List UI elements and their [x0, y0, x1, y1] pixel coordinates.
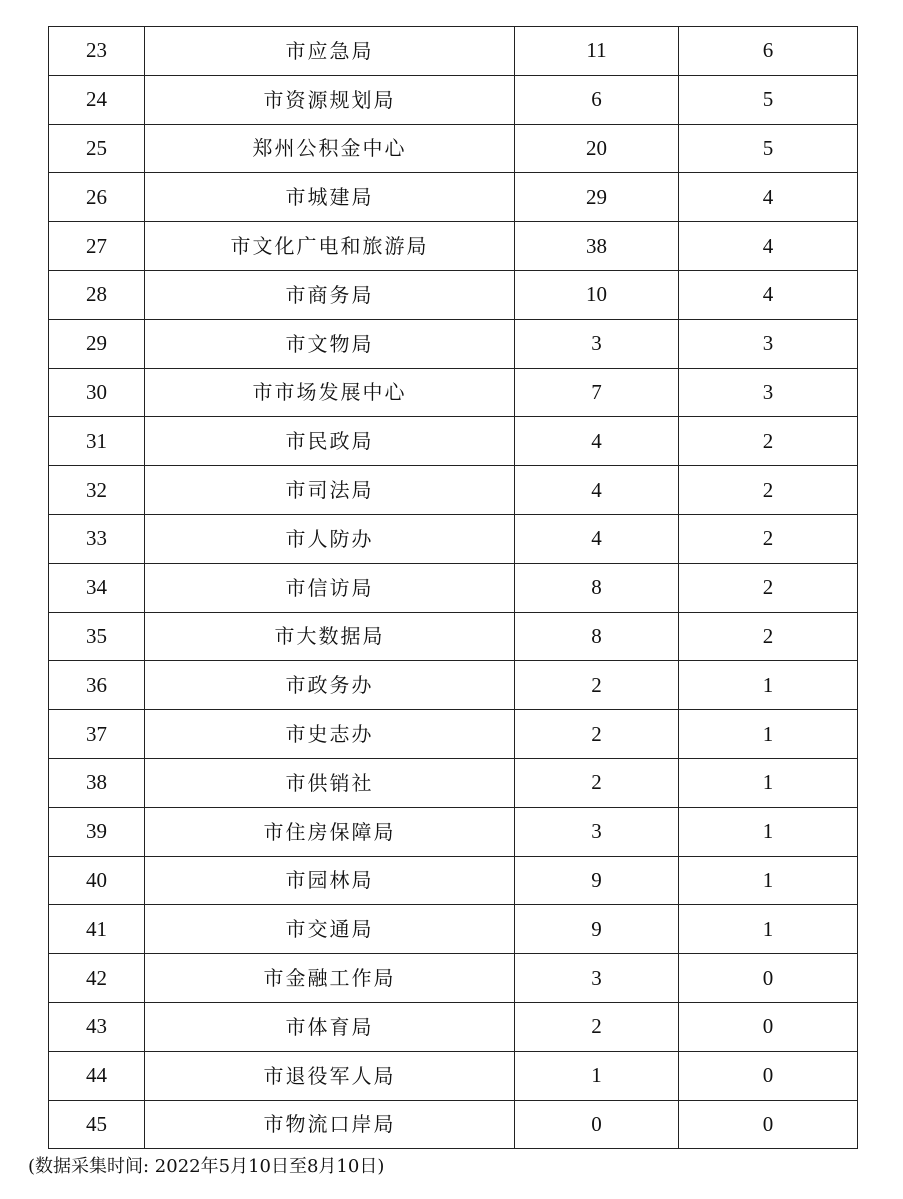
table-row [49, 1002, 858, 1051]
table-row [49, 417, 858, 466]
value1-cell: 6 [515, 75, 679, 124]
table-row [49, 758, 858, 807]
department-name-cell: 市交通局 [145, 905, 515, 954]
value2-cell: 1 [679, 905, 858, 954]
department-name-cell: 市信访局 [145, 563, 515, 612]
row-index-cell: 23 [49, 27, 145, 76]
value2-cell: 2 [679, 563, 858, 612]
value1-cell: 9 [515, 905, 679, 954]
value1-cell: 38 [515, 222, 679, 271]
table-row [49, 563, 858, 612]
value2-cell: 1 [679, 856, 858, 905]
value1-cell: 10 [515, 270, 679, 319]
table-row [49, 222, 858, 271]
row-index-cell: 42 [49, 954, 145, 1003]
row-index-cell: 32 [49, 466, 145, 515]
table-row [49, 368, 858, 417]
value1-cell: 1 [515, 1051, 679, 1100]
value1-cell: 2 [515, 710, 679, 759]
table-row [49, 466, 858, 515]
table-row [49, 710, 858, 759]
table-row [49, 1100, 858, 1149]
department-name-cell: 市住房保障局 [145, 807, 515, 856]
department-name-cell: 市物流口岸局 [145, 1100, 515, 1149]
department-name-cell: 市商务局 [145, 270, 515, 319]
row-index-cell: 37 [49, 710, 145, 759]
value2-cell: 5 [679, 75, 858, 124]
value2-cell: 0 [679, 1051, 858, 1100]
row-index-cell: 40 [49, 856, 145, 905]
department-name-cell: 市政务办 [145, 661, 515, 710]
value2-cell: 2 [679, 466, 858, 515]
table-row [49, 75, 858, 124]
value2-cell: 0 [679, 1100, 858, 1149]
value1-cell: 4 [515, 417, 679, 466]
table-row [49, 807, 858, 856]
department-name-cell: 市市场发展中心 [145, 368, 515, 417]
table-row [49, 124, 858, 173]
value1-cell: 7 [515, 368, 679, 417]
value1-cell: 3 [515, 807, 679, 856]
department-name-cell: 市供销社 [145, 758, 515, 807]
row-index-cell: 33 [49, 514, 145, 563]
value1-cell: 2 [515, 661, 679, 710]
value2-cell: 6 [679, 27, 858, 76]
department-name-cell: 市民政局 [145, 417, 515, 466]
value1-cell: 20 [515, 124, 679, 173]
table-row [49, 856, 858, 905]
department-name-cell: 市体育局 [145, 1002, 515, 1051]
value2-cell: 4 [679, 173, 858, 222]
value2-cell: 2 [679, 514, 858, 563]
value1-cell: 4 [515, 466, 679, 515]
value2-cell: 0 [679, 954, 858, 1003]
value2-cell: 3 [679, 319, 858, 368]
data-table [48, 26, 858, 1149]
row-index-cell: 35 [49, 612, 145, 661]
value1-cell: 9 [515, 856, 679, 905]
department-name-cell: 市应急局 [145, 27, 515, 76]
row-index-cell: 25 [49, 124, 145, 173]
value2-cell: 0 [679, 1002, 858, 1051]
table-row [49, 173, 858, 222]
table-row [49, 1051, 858, 1100]
department-name-cell: 市人防办 [145, 514, 515, 563]
table-row [49, 319, 858, 368]
row-index-cell: 31 [49, 417, 145, 466]
table-row [49, 612, 858, 661]
value2-cell: 2 [679, 612, 858, 661]
department-name-cell: 市文物局 [145, 319, 515, 368]
table-row [49, 514, 858, 563]
table-row [49, 954, 858, 1003]
row-index-cell: 44 [49, 1051, 145, 1100]
value2-cell: 1 [679, 710, 858, 759]
table-body [49, 27, 858, 1149]
row-index-cell: 43 [49, 1002, 145, 1051]
value2-cell: 5 [679, 124, 858, 173]
value1-cell: 3 [515, 319, 679, 368]
value1-cell: 3 [515, 954, 679, 1003]
row-index-cell: 34 [49, 563, 145, 612]
table-row [49, 905, 858, 954]
department-name-cell: 市退役军人局 [145, 1051, 515, 1100]
department-name-cell: 市资源规划局 [145, 75, 515, 124]
department-name-cell: 市史志办 [145, 710, 515, 759]
value2-cell: 2 [679, 417, 858, 466]
row-index-cell: 45 [49, 1100, 145, 1149]
data-collection-footnote: (数据采集时间: 2022年5月10日至8月10日) [28, 1156, 385, 1177]
row-index-cell: 24 [49, 75, 145, 124]
row-index-cell: 39 [49, 807, 145, 856]
value1-cell: 0 [515, 1100, 679, 1149]
table-row [49, 661, 858, 710]
department-name-cell: 市城建局 [145, 173, 515, 222]
value1-cell: 11 [515, 27, 679, 76]
department-name-cell: 市文化广电和旅游局 [145, 222, 515, 271]
row-index-cell: 36 [49, 661, 145, 710]
value2-cell: 1 [679, 807, 858, 856]
value2-cell: 4 [679, 270, 858, 319]
table-row [49, 270, 858, 319]
row-index-cell: 41 [49, 905, 145, 954]
row-index-cell: 38 [49, 758, 145, 807]
row-index-cell: 27 [49, 222, 145, 271]
department-name-cell: 市司法局 [145, 466, 515, 515]
value2-cell: 4 [679, 222, 858, 271]
row-index-cell: 28 [49, 270, 145, 319]
department-name-cell: 市金融工作局 [145, 954, 515, 1003]
value1-cell: 8 [515, 612, 679, 661]
value1-cell: 4 [515, 514, 679, 563]
value2-cell: 1 [679, 661, 858, 710]
value2-cell: 1 [679, 758, 858, 807]
row-index-cell: 29 [49, 319, 145, 368]
row-index-cell: 30 [49, 368, 145, 417]
value1-cell: 2 [515, 1002, 679, 1051]
value1-cell: 29 [515, 173, 679, 222]
value1-cell: 8 [515, 563, 679, 612]
department-name-cell: 郑州公积金中心 [145, 124, 515, 173]
value1-cell: 2 [515, 758, 679, 807]
value2-cell: 3 [679, 368, 858, 417]
row-index-cell: 26 [49, 173, 145, 222]
table-row [49, 27, 858, 76]
department-name-cell: 市园林局 [145, 856, 515, 905]
department-name-cell: 市大数据局 [145, 612, 515, 661]
